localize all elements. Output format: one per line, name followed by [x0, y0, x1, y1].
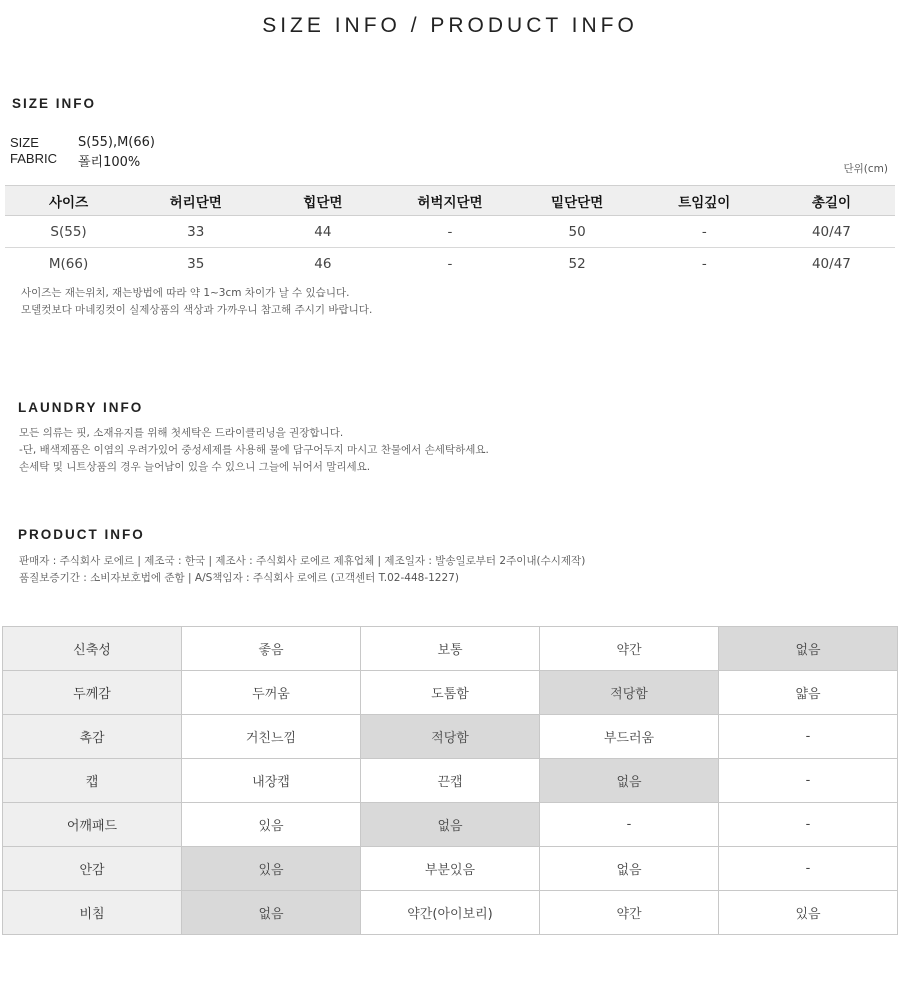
property-row	[3, 759, 898, 803]
column-header: 허벅지단면	[386, 186, 513, 216]
property-option: 두꺼움	[182, 671, 361, 715]
property-name: 캡	[3, 759, 182, 803]
property-option: -	[719, 847, 898, 891]
laundry-info-heading: LAUNDRY INFO	[18, 400, 144, 415]
property-option-selected: 없음	[361, 803, 540, 847]
property-option: -	[719, 803, 898, 847]
table-cell: 35	[187, 255, 205, 272]
product-info-heading: PRODUCT INFO	[18, 527, 145, 542]
column-header: 힙단면	[259, 186, 386, 216]
property-option: 끈캡	[361, 759, 540, 803]
size-label: SIZE	[10, 135, 39, 150]
table-row	[5, 248, 895, 280]
property-option: -	[540, 803, 719, 847]
property-option: 거친느낌	[182, 715, 361, 759]
property-option: 얇음	[719, 671, 898, 715]
property-option-selected: 없음	[182, 891, 361, 935]
property-name: 어깨패드	[3, 803, 182, 847]
property-row	[3, 891, 898, 935]
table-cell: 40/47	[811, 255, 851, 272]
table-cell: 46	[314, 255, 332, 272]
property-option: 부드러움	[540, 715, 719, 759]
laundry-line: 모든 의류는 핏, 소재유지를 위해 첫세탁은 드라이클리닝을 권장합니다.	[19, 427, 344, 439]
property-option: 약간	[540, 891, 719, 935]
property-option: 보통	[361, 627, 540, 671]
column-header: 트임깊이	[641, 186, 768, 216]
property-option: 없음	[540, 847, 719, 891]
property-option-selected: 없음	[719, 627, 898, 671]
fabric-properties-table	[2, 626, 898, 935]
table-cell: M(66)	[48, 255, 89, 272]
unit-note: 단위(cm)	[843, 163, 888, 175]
property-name: 비침	[3, 891, 182, 935]
size-note-line: 사이즈는 재는위치, 재는방법에 따라 약 1~3cm 차이가 날 수 있습니다.	[21, 287, 350, 299]
property-row	[3, 847, 898, 891]
property-option: 부분있음	[361, 847, 540, 891]
property-option: 약간	[540, 627, 719, 671]
product-notes	[19, 553, 585, 587]
fabric-value: 폴리100%	[78, 155, 141, 170]
property-row	[3, 715, 898, 759]
size-notes	[21, 285, 372, 319]
property-option-selected: 적당함	[361, 715, 540, 759]
property-option-selected: 있음	[182, 847, 361, 891]
table-cell: S(55)	[5, 216, 132, 248]
size-spec-row	[10, 135, 155, 152]
property-row	[3, 627, 898, 671]
property-option: 있음	[719, 891, 898, 935]
size-table-header-row	[5, 186, 895, 216]
table-cell: -	[386, 216, 513, 248]
column-header: 허리단면	[132, 186, 259, 216]
column-header: 총길이	[768, 186, 895, 216]
property-option: 도톰함	[361, 671, 540, 715]
table-cell: 44	[259, 216, 386, 248]
column-header: 사이즈	[5, 186, 132, 216]
table-cell: 33	[132, 216, 259, 248]
property-name: 두께감	[3, 671, 182, 715]
property-option: -	[719, 759, 898, 803]
column-header: 밑단단면	[514, 186, 641, 216]
fabric-label: FABRIC	[10, 151, 57, 166]
property-name: 안감	[3, 847, 182, 891]
fabric-spec-row	[10, 151, 140, 168]
property-option: 내장캡	[182, 759, 361, 803]
table-cell: 52	[568, 255, 586, 272]
page-title: SIZE INFO / PRODUCT INFO	[262, 14, 638, 37]
table-cell: -	[701, 255, 707, 272]
table-row	[5, 216, 895, 248]
property-name: 신축성	[3, 627, 182, 671]
laundry-line: -단, 배색제품은 이염의 우려가있어 중성세제를 사용해 물에 담구어두지 마시고 찬물에서 손세탁하세요.	[19, 444, 489, 456]
product-line: 품질보증기간 : 소비자보호법에 준함 | A/S책임자 : 주식회사 로에르 (고객센터 T.02-448-1227)	[19, 572, 459, 584]
property-option-selected: 없음	[540, 759, 719, 803]
property-name: 촉감	[3, 715, 182, 759]
laundry-notes	[19, 425, 489, 476]
laundry-line: 손세탁 및 니트상품의 경우 늘어남이 있을 수 있으니 그늘에 뉘어서 말리세요.	[19, 461, 371, 473]
property-option-selected: 적당함	[540, 671, 719, 715]
size-note-line: 모델컷보다 마네킹컷이 실제상품의 색상과 가까우니 참고해 주시기 바랍니다.	[21, 304, 373, 316]
property-option: 약간(아이보리)	[361, 891, 540, 935]
size-info-heading: SIZE INFO	[12, 96, 97, 111]
table-cell: 50	[514, 216, 641, 248]
property-option: -	[719, 715, 898, 759]
table-cell: -	[447, 255, 453, 272]
property-option: 있음	[182, 803, 361, 847]
table-cell: -	[641, 216, 768, 248]
product-line: 판매자 : 주식회사 로에르 | 제조국 : 한국 | 제조사 : 주식회사 로에르 제휴업체 | 제조일자 : 발송일로부터 2주이내(수시제작)	[19, 555, 586, 567]
property-option: 좋음	[182, 627, 361, 671]
size-value: S(55),M(66)	[78, 135, 155, 150]
table-cell: 40/47	[768, 216, 895, 248]
size-table	[5, 185, 895, 280]
property-row	[3, 671, 898, 715]
property-row	[3, 803, 898, 847]
